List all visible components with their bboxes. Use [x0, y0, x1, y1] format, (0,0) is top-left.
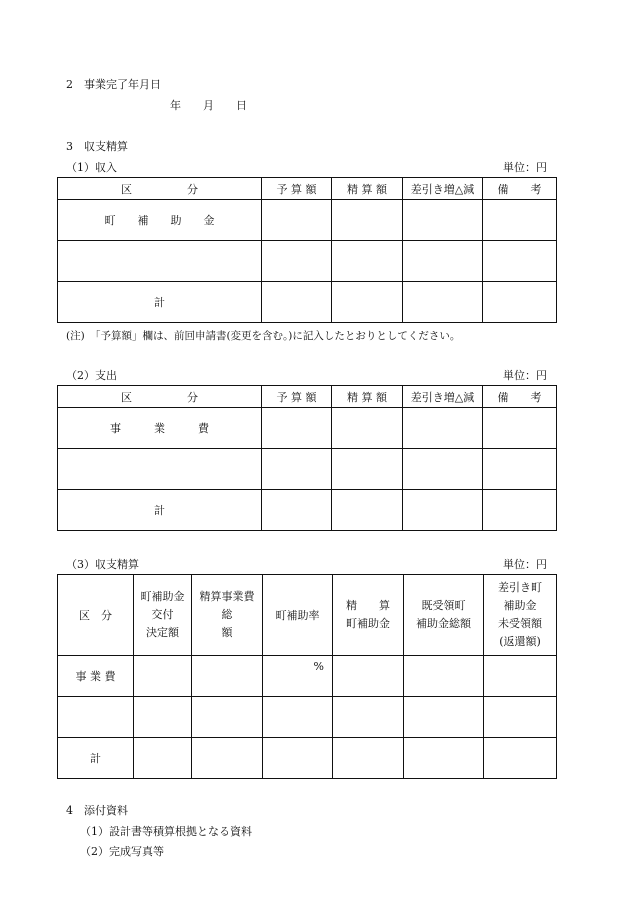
settlement-header-row	[58, 575, 557, 656]
expense-header-row	[58, 386, 557, 408]
settlement-cell[interactable]	[263, 738, 333, 779]
income-cell[interactable]	[483, 200, 557, 241]
income-header-remarks: 備 考	[483, 178, 557, 200]
header-line: 精算事業費	[199, 590, 255, 603]
expense-header-category: 区 分	[58, 386, 262, 408]
settlement-row-project-cost	[58, 656, 557, 697]
income-cell[interactable]	[332, 282, 403, 323]
header-line: 補助金総額	[416, 617, 471, 630]
settlement-rate-cell[interactable]	[263, 656, 333, 697]
income-cell[interactable]	[483, 241, 557, 282]
income-note: (注) 「予算額」欄は、前回申請書(変更を含む。)に記入したとおりとしてください。	[66, 330, 461, 342]
settlement-total-label: 計	[58, 738, 134, 779]
settlement-header-category: 区 分	[58, 575, 134, 656]
income-row-label: 町 補 助 金	[58, 200, 262, 241]
settlement-cell[interactable]	[404, 656, 484, 697]
expense-cell[interactable]	[483, 408, 557, 449]
expense-header-budget: 予 算 額	[262, 386, 332, 408]
settlement-row-label: 事 業 費	[58, 656, 134, 697]
settlement-cell[interactable]	[333, 656, 404, 697]
header-line: 精 算	[346, 599, 390, 612]
income-cell[interactable]	[332, 241, 403, 282]
expense-total-label: 計	[58, 490, 262, 531]
settlement-header-subsidy-rate: 町補助率	[263, 575, 333, 656]
expense-row-total	[58, 490, 557, 531]
expense-title: （2）支出	[66, 369, 117, 382]
expense-row-label: 事 業 費	[58, 408, 262, 449]
settlement-header-decided-subsidy	[134, 575, 192, 656]
settlement-cell[interactable]	[333, 697, 404, 738]
header-line: 額	[221, 626, 233, 639]
settlement-cell[interactable]	[484, 656, 557, 697]
settlement-row-total	[58, 738, 557, 779]
header-line: 補助金	[503, 599, 537, 612]
settlement-cell[interactable]	[404, 697, 484, 738]
expense-unit-label: 単位：円	[503, 369, 547, 382]
expense-cell[interactable]	[262, 408, 332, 449]
expense-row-project-cost	[58, 408, 557, 449]
expense-cell[interactable]	[58, 449, 262, 490]
income-cell[interactable]	[58, 241, 262, 282]
header-line: 未受領額	[498, 617, 542, 630]
expense-cell[interactable]	[262, 490, 332, 531]
settlement-cell[interactable]	[58, 697, 134, 738]
settlement-cell[interactable]	[333, 738, 404, 779]
expense-cell[interactable]	[483, 490, 557, 531]
settlement-title: （3）収支精算	[66, 558, 139, 571]
header-line: (返還額)	[499, 635, 541, 648]
expense-header-difference: 差引き増△減	[403, 386, 483, 408]
percent-sign: %	[313, 660, 324, 673]
income-header-difference: 差引き増△減	[403, 178, 483, 200]
attachment-item-2: （2）完成写真等	[80, 845, 164, 858]
header-line: 総	[221, 608, 233, 621]
expense-header-remarks: 備 考	[483, 386, 557, 408]
income-row-total	[58, 282, 557, 323]
settlement-cell[interactable]	[484, 697, 557, 738]
settlement-unit-label: 単位：円	[503, 558, 547, 571]
income-cell[interactable]	[403, 282, 483, 323]
income-cell[interactable]	[403, 241, 483, 282]
header-line: 決定額	[146, 626, 179, 639]
completion-date: 年 月 日	[170, 99, 247, 112]
header-line: 既受領町	[421, 599, 466, 612]
income-header-settled: 精 算 額	[332, 178, 403, 200]
settlement-header-unreceived-amount	[484, 575, 557, 656]
section2-heading: 2 事業完了年月日	[66, 78, 161, 91]
expense-row-blank	[58, 449, 557, 490]
header-line: 町補助金	[140, 590, 185, 603]
settlement-row-blank	[58, 697, 557, 738]
expense-cell[interactable]	[403, 449, 483, 490]
header-line: 交付	[151, 608, 174, 621]
section3-heading: 3 収支精算	[66, 140, 128, 153]
settlement-header-settled-subsidy	[333, 575, 404, 656]
expense-header-settled: 精 算 額	[332, 386, 403, 408]
settlement-cell[interactable]	[263, 697, 333, 738]
settlement-cell[interactable]	[192, 656, 263, 697]
expense-cell[interactable]	[262, 449, 332, 490]
income-unit-label: 単位：円	[503, 161, 547, 174]
settlement-cell[interactable]	[134, 738, 192, 779]
settlement-cell[interactable]	[192, 697, 263, 738]
expense-cell[interactable]	[403, 408, 483, 449]
expense-cell[interactable]	[332, 449, 403, 490]
settlement-header-received-subsidy	[404, 575, 484, 656]
income-cell[interactable]	[262, 282, 332, 323]
settlement-cell[interactable]	[404, 738, 484, 779]
income-cell[interactable]	[262, 200, 332, 241]
income-title: （1）収入	[66, 161, 117, 174]
settlement-cell[interactable]	[134, 697, 192, 738]
income-row-subsidy	[58, 200, 557, 241]
expense-cell[interactable]	[483, 449, 557, 490]
settlement-cell[interactable]	[134, 656, 192, 697]
settlement-table	[57, 574, 557, 779]
income-header-category: 区 分	[58, 178, 262, 200]
income-cell[interactable]	[403, 200, 483, 241]
income-table	[57, 177, 557, 323]
expense-cell[interactable]	[403, 490, 483, 531]
income-row-blank	[58, 241, 557, 282]
expense-cell[interactable]	[332, 408, 403, 449]
income-cell[interactable]	[262, 241, 332, 282]
header-line: 差引き町	[498, 581, 542, 594]
attachment-item-1: （1）設計書等積算根拠となる資料	[80, 825, 252, 838]
income-total-label: 計	[58, 282, 262, 323]
header-line: 町補助金	[346, 617, 390, 630]
income-header-row	[58, 178, 557, 200]
settlement-header-total-project-cost	[192, 575, 263, 656]
section4-heading: 4 添付資料	[66, 804, 128, 817]
expense-table	[57, 385, 557, 531]
income-header-budget: 予 算 額	[262, 178, 332, 200]
expense-cell[interactable]	[332, 490, 403, 531]
settlement-cell[interactable]	[484, 738, 557, 779]
income-cell[interactable]	[332, 200, 403, 241]
settlement-cell[interactable]	[192, 738, 263, 779]
income-cell[interactable]	[483, 282, 557, 323]
